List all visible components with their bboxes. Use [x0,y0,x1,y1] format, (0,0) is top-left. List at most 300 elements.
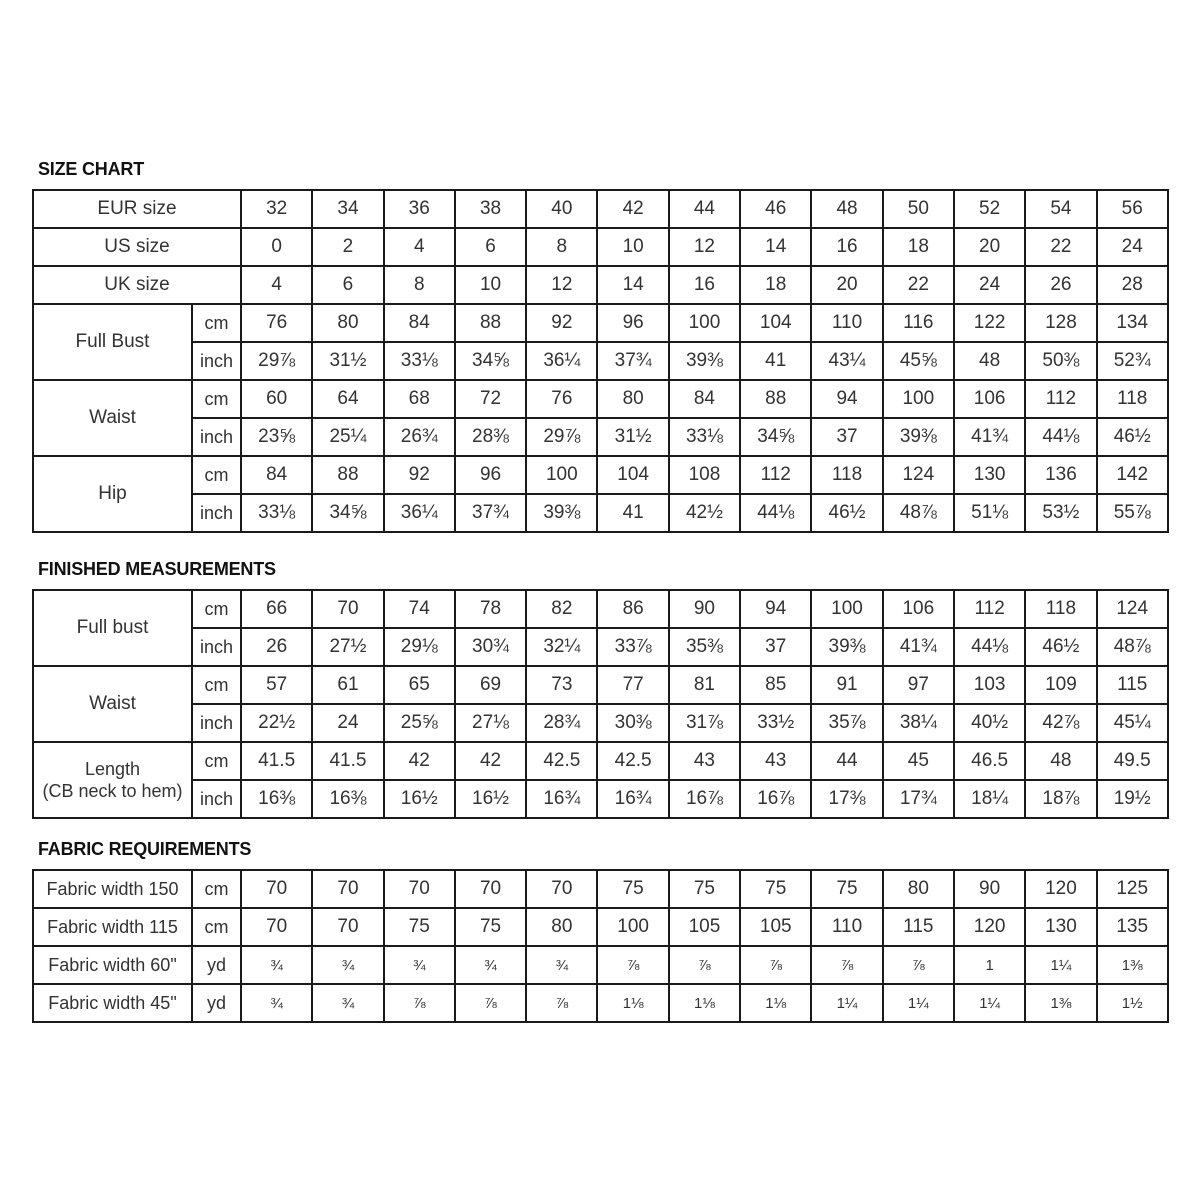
fabric-value: 120 [954,908,1025,946]
body-measure-inch-value: 51⅛ [954,494,1025,532]
finished-cm-value: 106 [883,590,954,628]
body-measure-cm-value: 60 [241,380,312,418]
body-measure-cm-value: 100 [669,304,740,342]
fabric-value: 115 [883,908,954,946]
finished-cm-value: 49.5 [1097,742,1168,780]
finished-cm-value: 41.5 [312,742,383,780]
finished-inch-value: 32¼ [526,628,597,666]
body-measure-cm-value: 104 [597,456,668,494]
finished-inch-value: 31⅞ [669,704,740,742]
body-measure-inch-value: 33⅛ [384,342,455,380]
size-value: 14 [740,228,811,266]
fabric-value: 1⅜ [1097,946,1168,984]
finished-cm-value: 57 [241,666,312,704]
finished-inch-value: 39⅜ [811,628,882,666]
body-measure-inch-value: 33⅛ [241,494,312,532]
body-measure-inch-value: 39⅜ [669,342,740,380]
size-value: 22 [883,266,954,304]
finished-inch-value: 17¾ [883,780,954,818]
fabric-requirements-heading: FABRIC REQUIREMENTS [38,839,252,859]
finished-inch-value: 16½ [384,780,455,818]
unit-cm: cm [192,742,241,780]
fabric-value: 105 [740,908,811,946]
unit-cm: cm [192,380,241,418]
size-value: 16 [669,266,740,304]
fabric-value: 80 [526,908,597,946]
size-value: 50 [883,190,954,228]
size-value: 44 [669,190,740,228]
body-measure-inch-value: 44⅛ [1025,418,1096,456]
finished-inch-value: 33⅞ [597,628,668,666]
fabric-value: ¾ [312,984,383,1022]
finished-cm-value: 74 [384,590,455,628]
body-measure-row-inch [33,494,1168,532]
size-value: 14 [597,266,668,304]
body-measure-inch-value: 48 [954,342,1025,380]
size-value: 2 [312,228,383,266]
fabric-unit: cm [192,870,241,908]
fabric-value: 100 [597,908,668,946]
body-measure-cm-value: 128 [1025,304,1096,342]
size-value: 8 [526,228,597,266]
finished-inch-value: 27⅛ [455,704,526,742]
finished-cm-value: 91 [811,666,882,704]
body-measure-label-text: Hip [98,483,127,504]
fabric-value: 75 [455,908,526,946]
body-measure-inch-value: 37 [811,418,882,456]
size-row-label: EUR size [33,190,241,228]
fabric-value: 1¼ [883,984,954,1022]
fabric-width-label: Fabric width 60" [33,946,192,984]
fabric-value: 1⅜ [1025,984,1096,1022]
finished-inch-value: 35⅜ [669,628,740,666]
body-measure-cm-value: 80 [312,304,383,342]
finished-inch-value: 18⅞ [1025,780,1096,818]
body-measure-row-cm [33,304,1168,342]
body-measure-row-cm [33,380,1168,418]
body-measure-cm-value: 118 [811,456,882,494]
finished-inch-value: 26 [241,628,312,666]
finished-label-text: Waist [89,693,136,714]
fabric-value: 70 [241,870,312,908]
size-row [33,228,1168,266]
body-measure-inch-value: 25¼ [312,418,383,456]
finished-measurements-table [32,589,1169,819]
fabric-value: 1⅛ [669,984,740,1022]
finished-inch-value: 45¼ [1097,704,1168,742]
body-measure-cm-value: 110 [811,304,882,342]
size-value: 10 [455,266,526,304]
body-measure-cm-value: 84 [241,456,312,494]
body-measure-cm-value: 104 [740,304,811,342]
fabric-value: 1 [954,946,1025,984]
size-value: 40 [526,190,597,228]
fabric-unit: cm [192,908,241,946]
body-measure-cm-value: 88 [740,380,811,418]
unit-inch: inch [192,704,241,742]
fabric-value: ⅞ [455,984,526,1022]
body-measure-inch-value: 34⅝ [455,342,526,380]
fabric-unit: yd [192,946,241,984]
size-value: 32 [241,190,312,228]
finished-inch-value: 30⅜ [597,704,668,742]
fabric-row [33,984,1168,1022]
size-value: 4 [241,266,312,304]
unit-cm: cm [192,590,241,628]
body-measure-inch-value: 37¾ [597,342,668,380]
body-measure-cm-value: 134 [1097,304,1168,342]
body-measure-cm-value: 130 [954,456,1025,494]
fabric-value: ⅞ [811,946,882,984]
finished-inch-value: 24 [312,704,383,742]
finished-inch-value: 16¾ [526,780,597,818]
fabric-value: 70 [241,908,312,946]
fabric-width-label: Fabric width 115 [33,908,192,946]
finished-cm-value: 100 [811,590,882,628]
finished-cm-value: 45 [883,742,954,780]
body-measure-inch-value: 41 [597,494,668,532]
size-value: 8 [384,266,455,304]
size-value: 48 [811,190,882,228]
fabric-width-label: Fabric width 45" [33,984,192,1022]
finished-label-text: Length [84,759,141,779]
body-measure-cm-value: 118 [1097,380,1168,418]
fabric-width-label: Fabric width 150 [33,870,192,908]
body-measure-inch-value: 39⅜ [526,494,597,532]
finished-cm-value: 43 [740,742,811,780]
finished-measurements-heading: FINISHED MEASUREMENTS [38,559,276,579]
size-value: 38 [455,190,526,228]
finished-row-cm [33,742,1168,780]
fabric-value: 80 [883,870,954,908]
body-measure-inch-value: 44⅛ [740,494,811,532]
size-value: 20 [811,266,882,304]
body-measure-cm-value: 88 [312,456,383,494]
size-value: 54 [1025,190,1096,228]
finished-inch-value: 16⅜ [312,780,383,818]
finished-cm-value: 97 [883,666,954,704]
finished-cm-value: 77 [597,666,668,704]
fabric-value: 70 [526,870,597,908]
fabric-value: 135 [1097,908,1168,946]
finished-cm-value: 112 [954,590,1025,628]
body-measure-cm-value: 80 [597,380,668,418]
body-measure-cm-value: 76 [241,304,312,342]
body-measure-inch-value: 41 [740,342,811,380]
size-value: 10 [597,228,668,266]
body-measure-cm-value: 116 [883,304,954,342]
body-measure-cm-value: 108 [669,456,740,494]
body-measure-inch-value: 23⅝ [241,418,312,456]
finished-sublabel-text: (CB neck to hem) [42,781,183,801]
finished-cm-value: 90 [669,590,740,628]
fabric-value: 125 [1097,870,1168,908]
fabric-value: 90 [954,870,1025,908]
finished-cm-value: 48 [1025,742,1096,780]
finished-label [33,590,192,666]
fabric-row [33,946,1168,984]
fabric-value: 75 [669,870,740,908]
finished-cm-value: 43 [669,742,740,780]
body-measure-cm-value: 136 [1025,456,1096,494]
fabric-value: 130 [1025,908,1096,946]
body-measure-cm-value: 124 [883,456,954,494]
finished-cm-value: 85 [740,666,811,704]
unit-cm: cm [192,456,241,494]
finished-row-cm [33,590,1168,628]
body-measure-inch-value: 36¼ [384,494,455,532]
body-measure-cm-value: 112 [740,456,811,494]
unit-inch: inch [192,494,241,532]
fabric-value: 110 [811,908,882,946]
body-measure-cm-value: 84 [384,304,455,342]
fabric-value: ⅞ [740,946,811,984]
size-value: 12 [526,266,597,304]
size-value: 42 [597,190,668,228]
body-measure-cm-value: 106 [954,380,1025,418]
size-value: 20 [954,228,1025,266]
finished-inch-value: 29⅛ [384,628,455,666]
size-row [33,190,1168,228]
fabric-value: ¾ [455,946,526,984]
finished-inch-value: 16½ [455,780,526,818]
body-measure-cm-value: 142 [1097,456,1168,494]
body-measure-label [33,380,192,456]
fabric-row [33,870,1168,908]
unit-cm: cm [192,304,241,342]
finished-cm-value: 42.5 [526,742,597,780]
size-value: 18 [740,266,811,304]
body-measure-inch-value: 46½ [1097,418,1168,456]
body-measure-cm-value: 92 [384,456,455,494]
finished-inch-value: 30¾ [455,628,526,666]
finished-inch-value: 42⅞ [1025,704,1096,742]
fabric-value: ⅞ [669,946,740,984]
finished-cm-value: 69 [455,666,526,704]
finished-inch-value: 28¾ [526,704,597,742]
finished-inch-value: 16⅞ [740,780,811,818]
finished-cm-value: 103 [954,666,1025,704]
size-value: 28 [1097,266,1168,304]
body-measure-cm-value: 64 [312,380,383,418]
size-value: 34 [312,190,383,228]
fabric-value: 1¼ [954,984,1025,1022]
finished-inch-value: 37 [740,628,811,666]
size-value: 0 [241,228,312,266]
finished-inch-value: 25⅝ [384,704,455,742]
fabric-value: 75 [811,870,882,908]
body-measure-inch-value: 29⅞ [241,342,312,380]
body-measure-inch-value: 34⅝ [740,418,811,456]
finished-cm-value: 70 [312,590,383,628]
body-measure-cm-value: 96 [455,456,526,494]
unit-inch: inch [192,780,241,818]
size-value: 36 [384,190,455,228]
body-measure-inch-value: 39⅜ [883,418,954,456]
size-value: 12 [669,228,740,266]
finished-row-cm [33,666,1168,704]
finished-cm-value: 41.5 [241,742,312,780]
body-measure-inch-value: 53½ [1025,494,1096,532]
fabric-value: 75 [384,908,455,946]
finished-cm-value: 44 [811,742,882,780]
fabric-value: 70 [455,870,526,908]
body-measure-label [33,304,192,380]
body-measure-cm-value: 112 [1025,380,1096,418]
finished-cm-value: 46.5 [954,742,1025,780]
size-row-label: US size [33,228,241,266]
body-measure-cm-value: 76 [526,380,597,418]
body-measure-inch-value: 42½ [669,494,740,532]
finished-cm-value: 65 [384,666,455,704]
body-measure-inch-value: 26¾ [384,418,455,456]
body-measure-cm-value: 96 [597,304,668,342]
fabric-value: 1½ [1097,984,1168,1022]
body-measure-cm-value: 94 [811,380,882,418]
fabric-value: 70 [312,908,383,946]
fabric-requirements-table [32,869,1169,1023]
body-measure-inch-value: 37¾ [455,494,526,532]
fabric-value: ⅞ [526,984,597,1022]
size-value: 22 [1025,228,1096,266]
size-value: 4 [384,228,455,266]
finished-inch-value: 33½ [740,704,811,742]
body-measure-cm-value: 88 [455,304,526,342]
body-measure-inch-value: 34⅝ [312,494,383,532]
size-chart-table [32,189,1169,533]
fabric-row [33,908,1168,946]
fabric-value: 1¼ [1025,946,1096,984]
body-measure-cm-value: 68 [384,380,455,418]
unit-cm: cm [192,666,241,704]
finished-row-inch [33,704,1168,742]
finished-inch-value: 48⅞ [1097,628,1168,666]
finished-inch-value: 16⅞ [669,780,740,818]
finished-inch-value: 22½ [241,704,312,742]
fabric-value: 1⅛ [740,984,811,1022]
body-measure-inch-value: 31½ [597,418,668,456]
finished-cm-value: 118 [1025,590,1096,628]
size-row-label: UK size [33,266,241,304]
body-measure-inch-value: 41¾ [954,418,1025,456]
finished-cm-value: 66 [241,590,312,628]
body-measure-inch-value: 36¼ [526,342,597,380]
finished-inch-value: 41¾ [883,628,954,666]
finished-cm-value: 73 [526,666,597,704]
fabric-value: 70 [312,870,383,908]
finished-label-text: Full bust [76,617,149,638]
finished-cm-value: 42.5 [597,742,668,780]
size-value: 26 [1025,266,1096,304]
size-value: 6 [312,266,383,304]
finished-cm-value: 86 [597,590,668,628]
finished-cm-value: 42 [455,742,526,780]
fabric-value: 1¼ [811,984,882,1022]
body-measure-label [33,456,192,532]
finished-inch-value: 16⅜ [241,780,312,818]
body-measure-inch-value: 46½ [811,494,882,532]
fabric-value: 105 [669,908,740,946]
size-value: 16 [811,228,882,266]
finished-inch-value: 17⅜ [811,780,882,818]
body-measure-row-inch [33,418,1168,456]
finished-row-inch [33,628,1168,666]
fabric-value: ¾ [241,984,312,1022]
finished-inch-value: 27½ [312,628,383,666]
fabric-value: 75 [740,870,811,908]
body-measure-cm-value: 100 [883,380,954,418]
size-value: 52 [954,190,1025,228]
finished-cm-value: 115 [1097,666,1168,704]
size-value: 24 [1097,228,1168,266]
body-measure-row-inch [33,342,1168,380]
body-measure-label-text: Full Bust [75,331,150,352]
fabric-value: 1⅛ [597,984,668,1022]
finished-inch-value: 46½ [1025,628,1096,666]
finished-inch-value: 38¼ [883,704,954,742]
fabric-value: 75 [597,870,668,908]
fabric-value: ¾ [312,946,383,984]
finished-cm-value: 82 [526,590,597,628]
body-measure-inch-value: 55⅞ [1097,494,1168,532]
body-measure-inch-value: 50⅜ [1025,342,1096,380]
finished-cm-value: 124 [1097,590,1168,628]
finished-inch-value: 16¾ [597,780,668,818]
body-measure-inch-value: 29⅞ [526,418,597,456]
fabric-value: 120 [1025,870,1096,908]
finished-inch-value: 44⅛ [954,628,1025,666]
body-measure-inch-value: 52¾ [1097,342,1168,380]
finished-inch-value: 40½ [954,704,1025,742]
size-value: 46 [740,190,811,228]
finished-cm-value: 81 [669,666,740,704]
finished-cm-value: 61 [312,666,383,704]
finished-cm-value: 94 [740,590,811,628]
fabric-value: ¾ [384,946,455,984]
fabric-value: ¾ [241,946,312,984]
size-chart-heading: SIZE CHART [38,159,145,179]
finished-label [33,742,192,818]
size-row [33,266,1168,304]
body-measure-inch-value: 48⅞ [883,494,954,532]
size-value: 24 [954,266,1025,304]
size-value: 6 [455,228,526,266]
body-measure-cm-value: 92 [526,304,597,342]
size-value: 18 [883,228,954,266]
fabric-value: ⅞ [883,946,954,984]
body-measure-label-text: Waist [89,407,136,428]
fabric-value: ¾ [526,946,597,984]
fabric-value: ⅞ [597,946,668,984]
body-measure-cm-value: 100 [526,456,597,494]
finished-inch-value: 19½ [1097,780,1168,818]
body-measure-inch-value: 31½ [312,342,383,380]
body-measure-cm-value: 72 [455,380,526,418]
finished-row-inch [33,780,1168,818]
size-value: 56 [1097,190,1168,228]
unit-inch: inch [192,342,241,380]
unit-inch: inch [192,418,241,456]
body-measure-inch-value: 43¼ [811,342,882,380]
finished-cm-value: 109 [1025,666,1096,704]
finished-cm-value: 78 [455,590,526,628]
fabric-unit: yd [192,984,241,1022]
finished-inch-value: 18¼ [954,780,1025,818]
body-measure-cm-value: 122 [954,304,1025,342]
finished-label [33,666,192,742]
body-measure-inch-value: 28⅜ [455,418,526,456]
fabric-value: ⅞ [384,984,455,1022]
